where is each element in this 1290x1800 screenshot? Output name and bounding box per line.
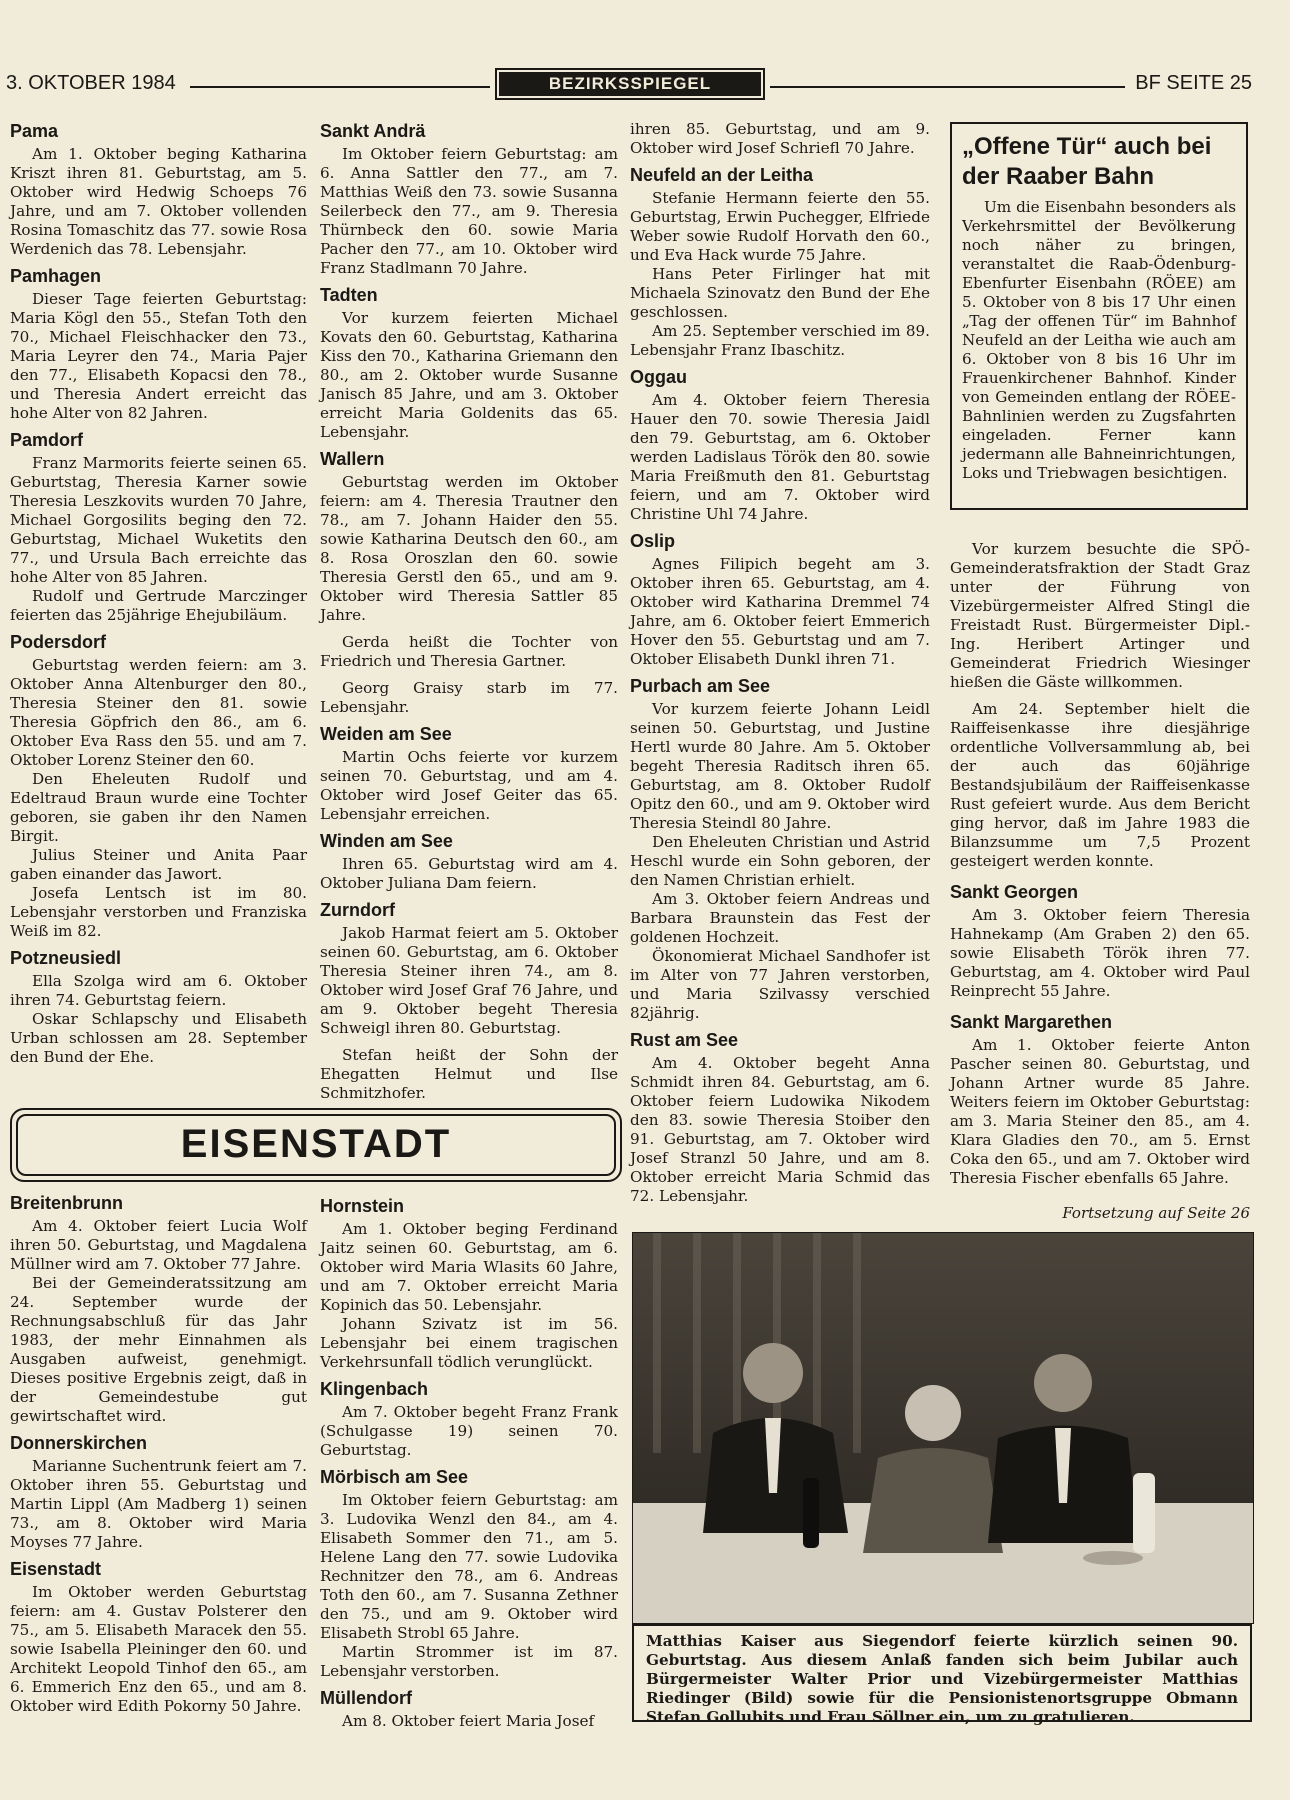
issue-date: 3. OKTOBER 1984 [6,72,176,94]
article-text: Vor kurzem besuchte die SPÖ-Gemeinderatsfraktion der Stadt Graz unter der Führung von Vizebürgermeister Alfred Stingl die Freistadt Rust. Bürgermeister Dipl.-Ing. Heribert Artinger und Gemeinderat Friedrich Wiesinger hießen die Gäste willkommen. [950,540,1250,691]
article-text: Bei der Gemeinderatssitzung am 24. September wurde der Rechnungsabschluß für das Jahr 1983, der mehr Einnahmen als Ausgaben aufweist, genehmigt. Dieses positive Ergebnis zeigt, daß in der Gemeindestube gut gewirtschaftet wird. [10,1274,307,1425]
district-banner [10,1108,622,1182]
heading-moerbisch: Mörbisch am See [320,1467,469,1487]
header-rule-left [190,86,490,88]
heading-pama: Pama [10,121,59,141]
heading-parndorf: Pamdorf [10,430,84,450]
heading-weiden-am-see: Weiden am See [320,724,452,744]
heading-breitenbrunn: Breitenbrunn [10,1193,124,1213]
heading-donnerskirchen: Donnerskirchen [10,1433,148,1453]
column-5 [10,1192,307,1716]
article-text: Am 1. Oktober beging Ferdinand Jaitz seinen 60. Geburtstag, am 6. Oktober wird Maria Wlasits 60 Jahre, und am 7. Oktober erreicht Maria Kopinich das 50. Lebensjahr. [320,1220,618,1314]
article-text: Am 3. Oktober feiern Andreas und Barbara Braunstein das Fest der goldenen Hochzeit. [630,890,930,946]
heading-potzneusiedl: Potzneusiedl [10,948,122,968]
article-text: Den Eheleuten Christian und Astrid Heschl wurde ein Sohn geboren, der den Namen Christian erhielt. [630,833,930,889]
article-text: Agnes Filipich begeht am 3. Oktober ihren 65. Geburtstag, am 4. Oktober wird Katharina Dremmel 74 Jahre, am 6. Oktober feiert Emmerich Hover den 55. Geburtstag und am 7. Oktober Elisabeth Dunkl ihren 71. [630,555,930,668]
article-text: Ihren 65. Geburtstag wird am 4. Oktober Juliana Dam feiern. [320,855,618,892]
article-text: Stefan heißt der Sohn der Ehegatten Helmut und Ilse Schmitzhofer. [320,1046,618,1102]
heading-eisenstadt: Eisenstadt [10,1559,102,1579]
article-text: Am 8. Oktober feiert Maria Josef [342,1712,595,1730]
article-text: Ella Szolga wird am 6. Oktober ihren 74. Geburtstag feiern. [10,972,307,1009]
article-text: Den Eheleuten Rudolf und Edeltraud Braun wurde eine Tochter geboren, sie gaben ihr den Namen Birgit. [10,770,307,845]
heading-sankt-andrae: Sankt Andrä [320,121,426,141]
heading-muellendorf: Müllendorf [320,1688,412,1708]
heading-tadten: Tadten [320,285,378,305]
heading-oggau: Oggau [630,367,687,387]
article-text: Franz Marmorits feierte seinen 65. Geburtstag, Theresia Karner sowie Theresia Leszkovits wurden 70 Jahre, Michael Gorgosilits beging den 72. Geburtstag, Michael Wuketits den 77., und Ursula Bach erreichte das hohe Alter von 85 Jahren. [10,454,307,586]
article-text: Im Oktober werden Geburtstag feiern: am 4. Gustav Polsterer den 75., am 5. Elisabeth Maracek den 55. sowie Isabella Pleininger den 60. und Architekt Leopold Tinhof den 65., am 6. Emmerich Enz den 65., und am 8. Oktober wird Edith Pokorny 50 Jahre. [10,1583,307,1715]
heading-sankt-margarethen: Sankt Margarethen [950,1012,1113,1032]
district-banner-title: EISENSTADT [16,1114,616,1176]
article-text: Am 24. September hielt die Raiffeisenkasse ihre diesjährige ordentliche Vollversammlung ab, bei der auch das 60jährige Bestandsjubiläum der Raiffeisenkasse Rust gefeiert wurde. Aus dem Bericht ging hervor, daß im Jahre 1983 die Bilanzsumme um 7,5 Prozent gesteigert werden konnte. [950,700,1250,870]
section-label-text: BEZIRKSSPIEGEL [499,72,761,96]
article-text: Martin Strommer ist im 87. Lebensjahr verstorben. [320,1643,618,1680]
article-text: Ökonomierat Michael Sandhofer ist im Alter von 77 Jahren verstorben, und Maria Szilvassy verschied 82jährig. [630,947,930,1022]
photo-caption: Matthias Kaiser aus Siegendorf feierte kürzlich seinen 90. Geburtstag. Aus diesem Anlaß fanden sich beim Jubilar auch Bürgermeister Walter Prior und Vizebürgermeister Matthias Riedinger (Bild) sowie für die Pensionistenortsgruppe Obmann Stefan Gollubits und Frau Söllner ein, um zu gratulieren. [632,1624,1252,1722]
article-text: Marianne Suchentrunk feiert am 7. Oktober ihren 55. Geburtstag und Martin Lippl (Am Madberg 1) seinen 73., am 8. Oktober wird Maria Moyses 77 Jahre. [10,1457,307,1551]
heading-sankt-georgen: Sankt Georgen [950,882,1079,902]
news-photo [632,1232,1254,1624]
article-text: Jakob Harmat feiert am 5. Oktober seinen 60. Geburtstag, am 6. Oktober Theresia Steiner ihren 74., am 8. Oktober wird Josef Graf 76 Jahre, und am 9. Oktober begeht Theresia Schweigl ihren 80. Geburtstag. [320,924,618,1037]
continuation-note: Fortsetzung auf Seite 26 [1062,1204,1250,1222]
heading-neufeld: Neufeld an der Leitha [630,165,814,185]
header-rule-right [770,86,1125,88]
article-text: Am 4. Oktober feiern Theresia Hauer den 70. sowie Theresia Jaidl den 79. Geburtstag, am 6. Oktober werden Ladislaus Török den 80. sowie Maria Freißmuth den 81. Geburtstag feiern, und am 7. Oktober wird Christine Uhl 74 Jahre. [630,391,930,523]
article-text: Am 4. Oktober feiert Lucia Wolf ihren 50. Geburtstag, und Magdalena Müllner wird am 7. Oktober 77 Jahre. [10,1217,307,1273]
article-text: Stefanie Hermann feierte den 55. Geburtstag, Erwin Puchegger, Elfriede Weber sowie Rudolf Horvath den 60., und Eva Hack wurde 75 Jahre. [630,189,930,264]
article-text: Georg Graisy starb im 77. Lebensjahr. [320,679,618,716]
boxed-article-title: „Offene Tür“ auch bei der Raaber Bahn [962,133,1212,190]
heading-rust-am-see: Rust am See [630,1030,739,1050]
article-text: Am 1. Oktober beging Katharina Kriszt ihren 81. Geburtstag, am 5. Oktober wird Hedwig Schoeps 76 Jahre, und am 7. Oktober vollenden Rosina Tomaschitz das 77. sowie Rosa Werdenich das 78. Lebensjahr. [10,145,307,258]
heading-zurndorf: Zurndorf [320,900,395,920]
heading-winden-am-see: Winden am See [320,831,453,851]
photo-illustration [633,1233,1253,1623]
article-text: Vor kurzem feierte Johann Leidl seinen 50. Geburtstag, und Justine Hertl wurde 80 Jahre. Am 5. Oktober begeht Theresia Raditsch ihren 65. Geburtstag, am 8. Oktober Rudolf Opitz den 60., und am 9. Oktober wird Theresia Steindl 80 Jahre. [630,700,930,832]
page-header [0,68,1290,104]
article-text: Vor kurzem feierten Michael Kovats den 60. Geburtstag, Katharina Kiss den 70., Katharina Griemann den 80., am 2. Oktober wurde Susanne Janisch 85 Jahre, und am 3. Oktober erreicht Maria Goldenits das 65. Lebensjahr. [320,309,618,441]
article-text: Im Oktober feiern Geburtstag: am 3. Ludovika Wenzl den 84., am 4. Elisabeth Sommer den 71., am 5. Helene Lang den 77. sowie Ludovika Rechnitzer den 78., am 6. Andreas Toth den 60., am 7. Susanna Zethner den 75., und am 9. Oktober wird Elisabeth Strobl 65 Jahre. [320,1491,618,1642]
column-4 [950,540,1250,1188]
article-text: Josefa Lentsch ist im 80. Lebensjahr verstorben und Franziska Weiß im 82. [10,884,307,940]
boxed-article-raaber-bahn [950,122,1248,510]
article-text: Dieser Tage feierten Geburtstag: Maria Kögl den 55., Stefan Toth den 70., Michael Fleischhacker den 73., Maria Leyrer den 74., Maria Pajer den 77., Elisabeth Kopacsi den 78., und Theresia Andert erreicht das hohe Alter von 82 Jahren. [10,290,307,422]
article-text: Geburtstag werden feiern: am 3. Oktober Anna Altenburger den 80., Theresia Steiner den 81. sowie Theresia Göpfrich den 86., am 6. Oktober Eva Rass den 55. und am 7. Oktober Lorenz Steiner den 60. [10,656,307,769]
heading-hornstein: Hornstein [320,1196,405,1216]
heading-klingenbach: Klingenbach [320,1379,429,1399]
article-text: Am 25. September verschied im 89. Lebensjahr Franz Ibaschitz. [630,322,930,359]
column-2 [320,120,618,1103]
page-number: BF SEITE 25 [1135,72,1252,94]
article-text: Johann Szivatz ist im 56. Lebensjahr bei einem tragischen Verkehrsunfall tödlich verunglückt. [320,1315,618,1371]
section-label [495,68,765,100]
article-text: Im Oktober feiern Geburtstag: am 6. Anna Sattler den 77., am 7. Matthias Weiß den 73. sowie Susanna Seilerbeck den 77., am 9. Theresia Thürnbeck den 60. sowie Maria Pacher den 77., am 10. Oktober wird Franz Stadlmann 70 Jahre. [320,145,618,277]
column-3 [630,120,930,1206]
article-text: Geburtstag werden im Oktober feiern: am 4. Theresia Trautner den 78., am 7. Johann Haider den 55. sowie Katharina Deutsch den 60., am 8. Rosa Oroszlan den 60. sowie Theresia Gerstl den 65., und am 9. Oktober wird Theresia Sattler 85 Jahre. [320,473,618,624]
column-6 [320,1195,618,1731]
article-text: Rudolf und Gertrude Marczinger feierten das 25jährige Ehejubiläum. [10,587,307,624]
heading-podersdorf: Podersdorf [10,632,107,652]
heading-pamhagen: Pamhagen [10,266,102,286]
heading-oslip: Oslip [630,531,676,551]
article-text: Oskar Schlapschy und Elisabeth Urban schlossen am 28. September den Bund der Ehe. [10,1010,307,1066]
article-text: Am 4. Oktober begeht Anna Schmidt ihren 84. Geburtstag, am 6. Oktober feiern Ludowika Nikodem den 83. sowie Theresia Stoiber den 91. Geburtstag, am 7. Oktober wird Josef Stranzl 50 Jahre, und am 8. Oktober erreicht Maria Schmid das 72. Lebensjahr. [630,1054,930,1205]
heading-purbach: Purbach am See [630,676,771,696]
boxed-article-text: Um die Eisenbahn besonders als Verkehrsmittel der Bevölkerung noch näher zu bringen, veranstaltet die Raab-Ödenburg-Ebenfurter Eisenbahn (RÖEE) am 5. Oktober von 8 bis 17 Uhr einen „Tag der offenen Tür“ im Bahnhof Neufeld an der Leitha wie auch am 6. Oktober von 8 bis 16 Uhr im Frauenkirchener Bahnhof. Kinder von Gemeinden entlang der RÖEE-Bahnlinien werden zu Zugsfahrten eingeladen. Ferner kann jedermann alle Bahneinrichtungen, Loks und Triebwagen besichtigen. [962,198,1236,482]
article-text: ihren 85. Geburtstag, und am 9. Oktober wird Josef Schriefl 70 Jahre. [630,120,930,157]
article-text: Am 3. Oktober feiern Theresia Hahnekamp (Am Graben 2) den 65. sowie Elisabeth Török ihren 77. Geburtstag, am 4. Oktober wird Paul Reinprecht 55 Jahre. [950,906,1250,1000]
article-text: Martin Ochs feierte vor kurzem seinen 70. Geburtstag, und am 4. Oktober wird Josef Geiter das 65. Lebensjahr erreichen. [320,748,618,823]
article-text: Am 7. Oktober begeht Franz Frank (Schulgasse 19) seinen 70. Geburtstag. [320,1403,618,1459]
heading-wallern: Wallern [320,449,385,469]
article-text: Julius Steiner und Anita Paar gaben einander das Jawort. [10,846,307,883]
column-1 [10,120,307,1067]
article-text: Hans Peter Firlinger hat mit Michaela Szinovatz den Bund der Ehe geschlossen. [630,265,930,321]
article-text: Gerda heißt die Tochter von Friedrich und Theresia Gartner. [320,633,618,670]
article-text: Am 1. Oktober feierte Anton Pascher seinen 80. Geburtstag, und Johann Artner wurde 85 Jahre. Weiters feiern im Oktober Geburtstag: am 3. Maria Steiner den 85., am 4. Klara Gladies den 70., am 5. Ernst Coka den 65., und am 7. Oktober wird Theresia Fischer ebenfalls 65 Jahre. [950,1036,1250,1187]
